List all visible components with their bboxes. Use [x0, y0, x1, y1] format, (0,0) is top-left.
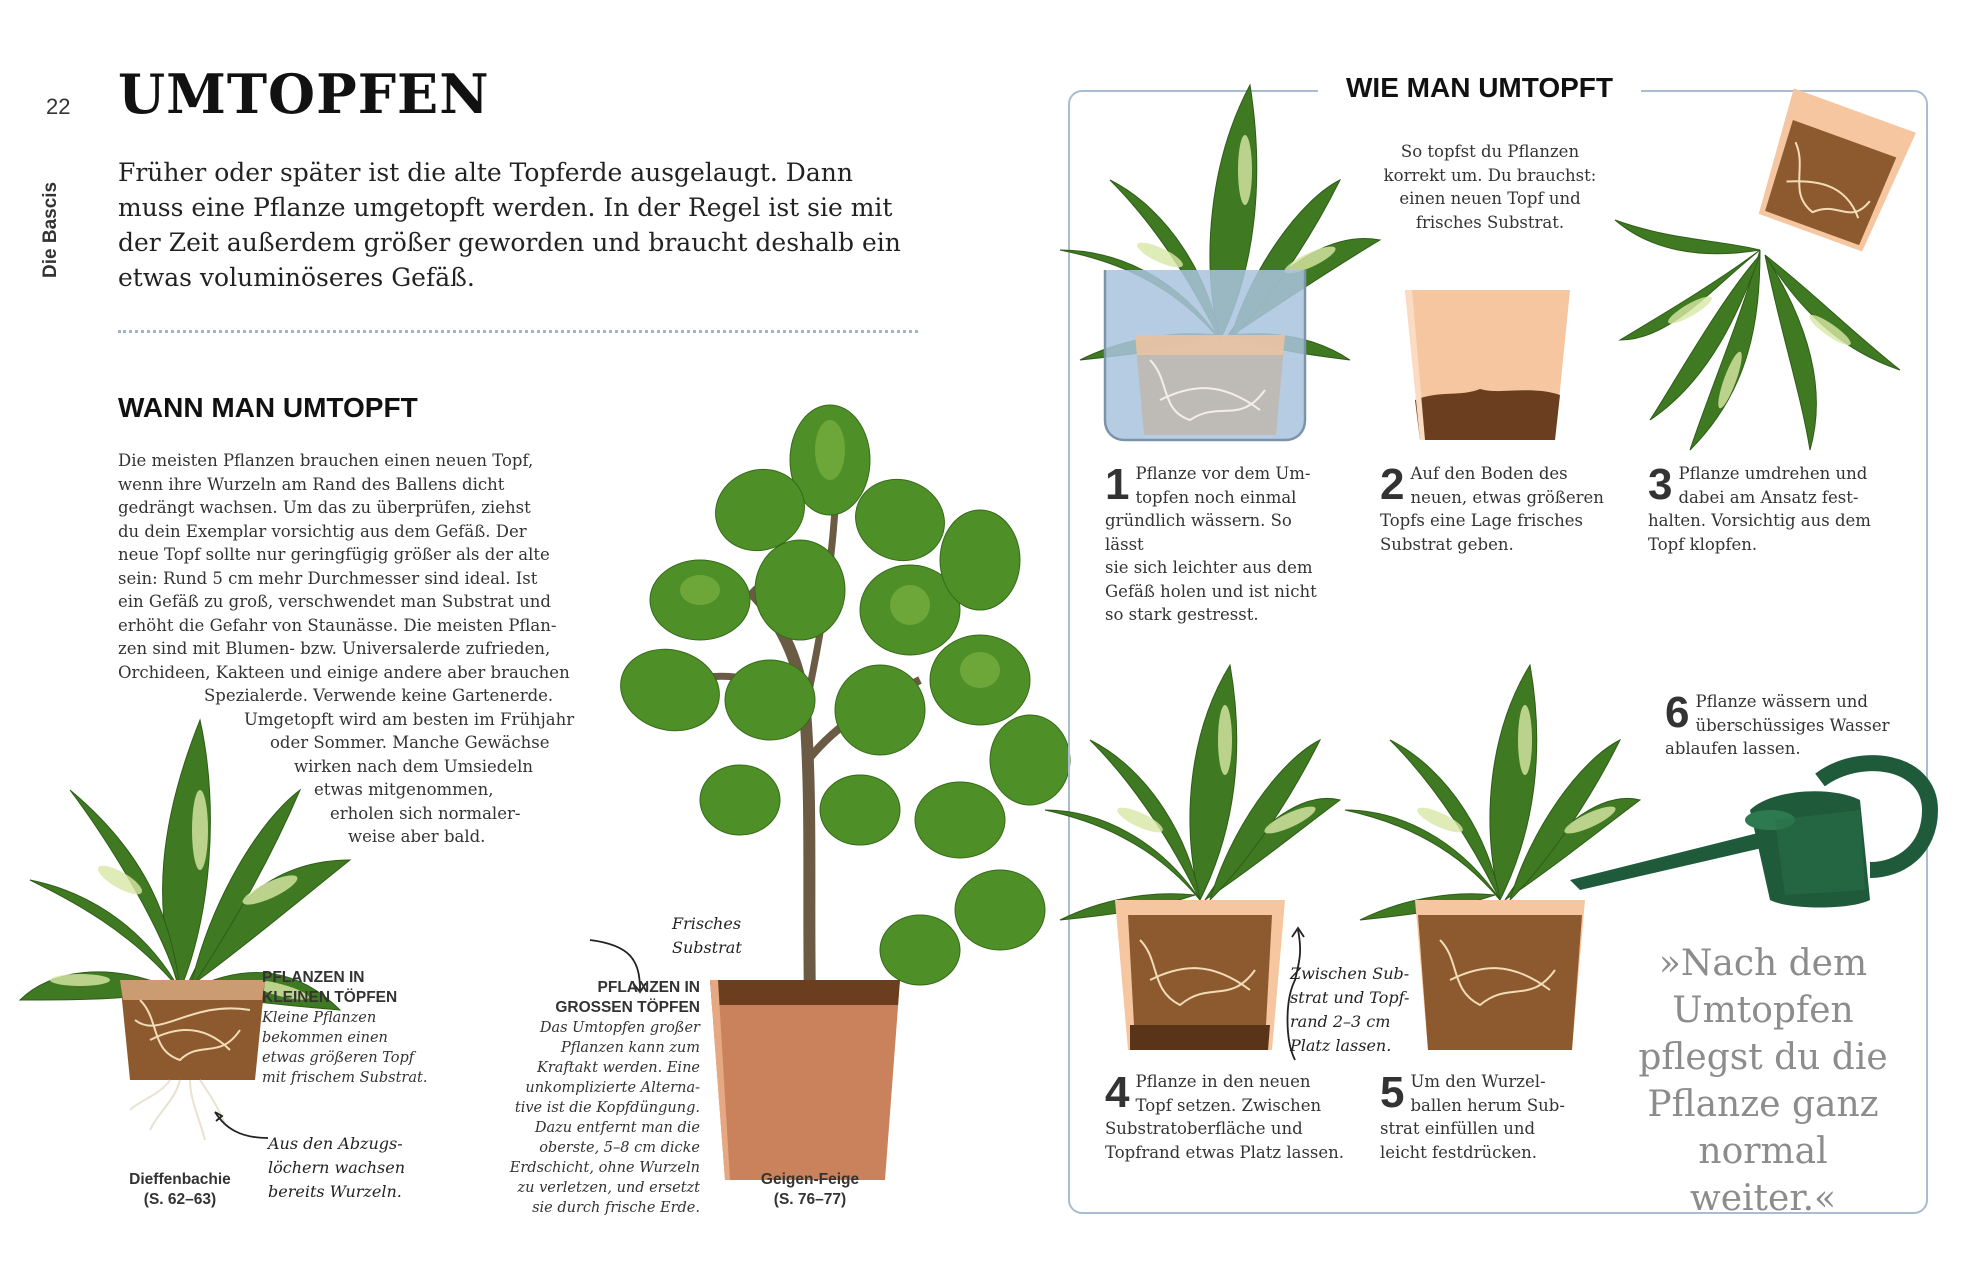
dotted-divider	[118, 330, 918, 333]
wann-line: etwas mitgenommen,	[314, 780, 494, 799]
step-1: 1 Pflanze vor dem Um- topfen noch einmal gründlich wässern. So lässt sie sich leichter aus dem Gefäß holen und ist nicht so stark gestresst.	[1105, 460, 1317, 624]
wann-line: erhöht die Gefahr von Staunässe. Die meisten Pflan-	[118, 615, 557, 635]
small-pot-annotation: Aus den Abzugs- löchern wachsen bereits Wurzeln.	[268, 1134, 406, 1201]
step2-pot-substrate-illustration	[1400, 285, 1575, 445]
wann-line: Spezialerde. Verwende keine Gartenerde.	[204, 686, 554, 705]
wann-line: du dein Exemplar vorsichtig aus dem Gefäß. Der	[118, 521, 527, 541]
intro-paragraph: Früher oder später ist die alte Topferde ausgelaugt. Dann muss eine Pflanze umgetopft werden. In der Regel ist sie mit der Zeit außerdem größer geworden und braucht deshalb ein etwas voluminöseres Gefäß.	[118, 158, 901, 292]
step-number: 4	[1105, 1068, 1130, 1117]
wann-line: zen sind mit Blumen- bzw. Universalerde zufrieden,	[118, 639, 551, 658]
step-number: 3	[1648, 460, 1673, 509]
wann-heading: WANN MAN UMTOPFT	[118, 392, 418, 423]
wann-line: Die meisten Pflanzen brauchen einen neuen Topf,	[118, 451, 534, 470]
wann-line: oder Sommer. Manche Gewächse	[270, 733, 550, 752]
wie-intro: So topfst du Pflanzen korrekt um. Du brauchst: einen neuen Topf und frisches Substrat.	[1383, 142, 1597, 232]
small-pot-text: Kleine Pflanzen bekommen einen etwas größeren Topf mit frischem Substrat.	[262, 1010, 428, 1086]
step-5: 5 Um den Wurzel- ballen herum Sub- strat einfüllen und leicht festdrücken.	[1380, 1068, 1565, 1162]
small-pot-heading: PFLANZEN IN KLEINEN TÖPFEN	[262, 969, 398, 1006]
wann-line: neue Topf sollte nur geringfügig größer als der alte	[118, 545, 550, 564]
wie-heading: WIE MAN UMTOPFT	[1318, 72, 1641, 104]
pull-quote: »Nach dem Umtopfen pflegst du die Pflanze ganz normal weiter.«	[1638, 943, 1888, 1219]
wann-line: wirken nach dem Umsiedeln	[294, 756, 534, 776]
wann-line: weise aber bald.	[348, 827, 486, 846]
big-pot-heading: PFLANZEN IN GROSSEN TÖPFEN	[555, 979, 700, 1016]
big-pot-text: Das Umtopfen großer Pflanzen kann zum Kraftakt werden. Eine unkomplizierte Alterna- tive ist die Kopfdüngung. Dazu entfernt man die oberste, 5–8 cm dicke Erdschicht, ohne Wurzeln zu verletzen, und ersetzt sie durch frische Erde.	[509, 1020, 700, 1216]
page-number: 22	[46, 94, 71, 119]
geigen-feige-label: Geigen-Feige (S. 76–77)	[760, 1171, 860, 1208]
wann-line: wenn ihre Wurzeln am Rand des Ballens dicht	[118, 474, 505, 494]
fresh-substrate-annotation: Frisches Substrat	[672, 914, 742, 957]
gap-annotation: Zwischen Sub- strat und Topf- rand 2–3 cm Platz lassen.	[1290, 964, 1410, 1055]
step-3: 3 Pflanze umdrehen und dabei am Ansatz fest- halten. Vorsichtig aus dem Topf klopfen.	[1648, 460, 1871, 554]
wann-line: sein: Rund 5 cm mehr Durchmesser sind ideal. Ist	[118, 568, 538, 588]
watering-can-icon	[1570, 750, 1940, 930]
step-number: 1	[1105, 460, 1130, 509]
dieffenbachia-label: Dieffenbachie (S. 62–63)	[129, 1171, 231, 1208]
step-number: 5	[1380, 1068, 1405, 1117]
wann-line: Umgetopft wird am besten im Frühjahr	[244, 709, 575, 729]
wann-line: Orchideen, Kakteen und einige andere aber brauchen	[118, 662, 570, 682]
step-2: 2 Auf den Boden des neuen, etwas größeren Topfs eine Lage frisches Substrat geben.	[1380, 460, 1604, 554]
step1-watering-illustration	[1050, 80, 1390, 460]
step-number: 2	[1380, 460, 1405, 509]
step-4: 4 Pflanze in den neuen Topf setzen. Zwischen Substratoberfläche und Topfrand etwas Platz lassen.	[1105, 1068, 1345, 1162]
step3-inverted-plant-illustration	[1610, 90, 1910, 460]
wann-line: erholen sich normaler-	[330, 803, 521, 823]
wann-line: gedrängt wachsen. Um das zu überprüfen, ziehst	[118, 498, 531, 517]
step-6: 6 Pflanze wässern und überschüssiges Wasser ablaufen lassen.	[1665, 688, 1890, 758]
step-number: 6	[1665, 688, 1690, 737]
wann-line: ein Gefäß zu groß, verschwendet man Substrat und	[118, 592, 551, 611]
page-title: UMTOPFEN	[118, 62, 490, 126]
section-side-label: Die Bascis	[40, 181, 61, 278]
